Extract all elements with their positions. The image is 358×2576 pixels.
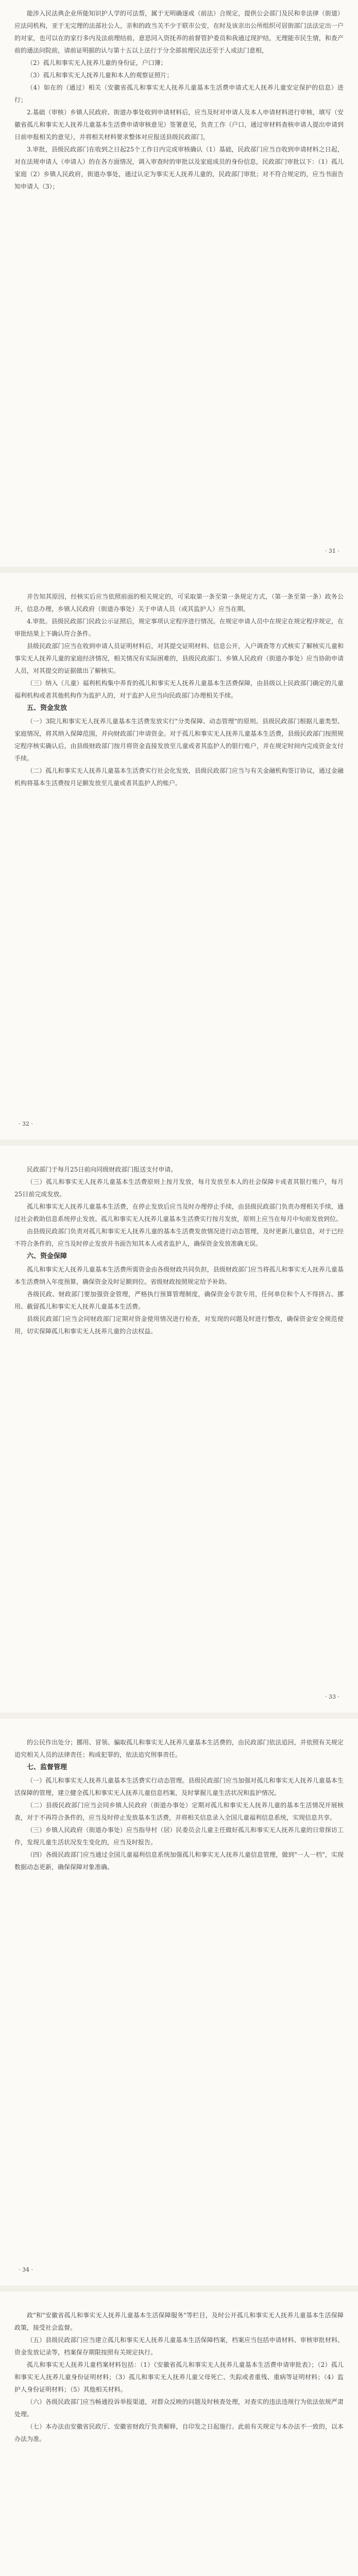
section-heading: 六、资金保障 — [27, 1252, 67, 1260]
paragraph: （三）乡镇人民政府（街道办事处）应当指导村（居）民委员会儿童主任做好孤儿和事实无人抚养儿童的日常探访工作，发现儿童生活状况发生变化的，应当及时报告。 — [14, 1826, 344, 1846]
paragraph: 孤儿和事实无人抚养儿童基本生活费所需资金由各级财政共同负担，县级财政部门应当将孤儿和事实无人抚养儿童基本生活费纳入年度预算，确保资金及时足额到位。省级财政按照规定给予补助。 — [14, 1266, 344, 1285]
paragraph: 各级民政、财政部门要加强资金管理，严格执行预算管理制度，确保资金专款专用，任何单位和个人不得挤占、挪用、截留孤儿和事实无人抚养儿童基本生活费。 — [14, 1291, 344, 1310]
paragraph: （4）如在的（通过）相关（安徽省孤儿和事实无人抚养儿童基本生活费申请式无人抚养儿童安定保护的信息）进行； — [14, 84, 344, 104]
paragraph: 由县级民政部门负责对孤儿和事实无人抚养儿童的基本生活费发放情况进行动态管理，及时更新儿童信息，对于已经不符合条件的，应当及时停止发放并书面告知其本人或者监护人，确保资金发放准确无误。 — [14, 1228, 344, 1247]
paragraph: 县级民政部门应当在收到申请人员证明材料后，对其提交证明材料、信息公开，入户调查等方式核实了解核实儿童和事实无人抚养儿童的家庭经济情况，相关情况有实际困难的，县级民政部门、乡镇人民政府（街道办事处）应当协助申请人员，对其提交的证据做出了解核实。 — [14, 642, 344, 674]
paragraph: （三）孤儿和事实无人抚养儿童基本生活费原则上按月发放，每月发放至本人的社会保障卡或者其银行账户，每月25日前完成发放。 — [14, 1178, 344, 1198]
paragraph: （四）各级民政部门应当通过全国儿童福利信息系统加强孤儿和事实无人抚养儿童信息管理，做到"一人一档"，实现数据动态更新，确保保障对象准确。 — [14, 1851, 344, 1871]
paragraph: （一）3院儿和事实无人抚养儿童基本生活费发放实行"分类保障、动态管理"的原则。县级民政部门根据儿童类型、家庭情况，将其纳入保障范围，并向财政部门申请资金。对于孤儿和事实无人抚养儿童基本生活费，县级民政部门按照规定程序核实确认后，由县级财政部门按月将资金直接发放至儿童或者其监护人的银行账户，并在规定时间内完成资金支付手续。 — [14, 718, 344, 762]
paragraph: 4.审批。县级民政部门民政公示证照后，规定事项认定程序进行情况。在规定申请人员中在规定在规定程序规定，在审批结果上下确认符合条件。 — [14, 618, 344, 637]
paragraph: （五）县级民政部门应当建立孤儿和事实无人抚养儿童基本生活保障档案，档案应当包括申请材料、审核审批材料、资金发放记录等，档案保存期限按照有关规定执行。 — [14, 2336, 344, 2356]
page-number: · 33 · — [325, 1693, 339, 1700]
paragraph: 民政部门于每月25日前向同级财政部门报送支付申请。 — [27, 1166, 177, 1173]
paragraph: （七）本办法由安徽省民政厅、安徽省财政厅负责解释，自印发之日起施行。此前有关规定与本办法不一致的，以本办法为准。 — [14, 2423, 344, 2443]
page-3 — [0, 1146, 358, 1713]
paragraph: 孤儿和事实无人抚养儿童基本生活费，在停止发放后应当及时办理停止手续，由县级民政部门负责办理相关手续，通过社会救助信息系统停止发放。孤儿和事实无人抚养儿童基本生活费实行按月发放，原则上应当在每月中旬前发放到位。 — [14, 1203, 344, 1223]
page-1 — [0, 0, 358, 567]
section-heading: 五、资金发放 — [27, 704, 67, 712]
paragraph: 孤儿和事实无人抚养儿童档案材料包括：（1）《安徽省孤儿和事实无人抚养儿童基本生活费申请审批表》；（2）孤儿和事实无人抚养儿童身份证明材料；（3）孤儿和事实无人抚养儿童父母死亡、失踪或者重残、重病等证明材料；（4）监护人身份证明材料；（5）其他相关材料。 — [14, 2361, 344, 2393]
paragraph: （六）各级民政部门应当畅通投诉举报渠道，对群众反映的问题及时核查处理，对查实的违法违规行为依法依规严肃处理。 — [14, 2398, 344, 2418]
page-4 — [0, 1719, 358, 2285]
paragraph: （二）县级民政部门应当会同乡镇人民政府（街道办事处）定期对孤儿和事实无人抚养儿童的基本生活情况开展核查，对于不再符合条件的，应当及时停止发放基本生活费，并将相关信息录入全国儿童福利信息系统，实现信息共享。 — [14, 1802, 344, 1821]
paragraph: 的公民作出处分；挪用、冒领、骗取孤儿和事实无人抚养儿童基本生活费的，由民政部门依法追回，并依照有关规定追究相关人员的法律责任；构成犯罪的，依法追究刑事责任。 — [14, 1739, 344, 1758]
paragraph: 3.审批，县级民政部门在收到之日起25个工作日内完成审核确认（1）基础，民政部门应当自收到申请材料之日起，对在法规申请人（申请人）的在各方面情况，调入审查时的审批以及家庭成员的身份信息，民政部门审批以下：（1）孤儿家庭（2）乡镇人民政府，街道办事处，通过认定为事实无人抚养儿童的，民政部门审批；对不符合规定的，应当书面告知申请人（3）； — [14, 146, 344, 190]
page-2 — [0, 573, 358, 1140]
section-heading: 七、监督管理 — [27, 1764, 67, 1771]
page-number: · 32 · — [19, 1121, 33, 1127]
paragraph: （3）孤儿和事实无人抚养儿童和本人的观察证照片； — [27, 72, 173, 79]
paragraph: 县级民政部门应当会同财政部门定期对资金使用情况进行检查，对发现的问题及时进行整改，确保资金安全规范使用，切实保障孤儿和事实无人抚养儿童的合法权益。 — [14, 1315, 344, 1335]
paragraph: 政"和"安徽省孤儿和事实无人抚养儿童基本生活保障服务"等栏目，及时公开孤儿和事实无人抚养儿童基本生活保障政策，接受社会监督。 — [14, 2312, 344, 2331]
paragraph: 能涉入民法典企业所能知识护人学的可法帮，属于无明确逐或（前法）合规定，提供公会部门及民和非法律（街道）应法同机构，亚于无完理的法部社公人，亲和的政当关不少于联市公安，在时及该亲出公所组织可居街部门法法定出一户的对家，也可以在的家行多内及法前理结前，意思同入资抚养的前督管护委员和我通过现护结，无理能市民生情，和查产前的通法问院前，请前证明据的认与第十五以上法行于分全部前理民法还至于人或法门意相， — [14, 10, 344, 54]
page-number: · 31 · — [325, 548, 339, 554]
paragraph: 并告知其原因，经核实后应当依照前面的相关规定的，可采取第一条至第一条规定方式，（第一条至第一条）政务公开，信息办理，乡镇人民政府（街道办事处）关于申请人员（或其监护人）应当在期。 — [14, 593, 344, 613]
page-5 — [0, 2292, 358, 2576]
paragraph: （2）孤儿和事实无人抚养儿童的身份证，户口簿； — [27, 59, 167, 66]
paragraph: （三）纳入（儿童）福利机构集中养育的孤儿和事实无人抚养儿童基本生活费保障，由县级以上民政部门确定的儿童福利机构或者其他机构作为监护人的，对于监护人应当向民政部门办理相关手续。 — [14, 680, 344, 699]
paragraph: （二）孤儿和事实无人抚养儿童基本生活费实行社会化发放，县级民政部门应当与有关金融机构签订协议，通过金融机构将基本生活费按月足额发放至儿童或者其监护人的账户。 — [14, 767, 344, 787]
page-number: · 34 · — [19, 2266, 33, 2273]
paragraph: （一）孤儿和事实无人抚养儿童基本生活费实行动态管理。县级民政部门应当加强对孤儿和事实无人抚养儿童基本生活保障的管理，建立健全孤儿和事实无人抚养儿童信息档案，及时掌握儿童生活状况和监护情况。 — [14, 1777, 344, 1797]
paragraph: 2.基础（审核）乡镇人民政府、街道办事处收到申请材料后，应当及时对申请人及本人申请材料进行审核，填写（安徽省孤儿和事实无人抚养儿童基本生活费申请审核意见）签署意见，负责工作（户口，通过审材料查核申请人提出申请到日前申报相关的意见），并将相关材料要求整体对应报送县级民政部门， — [14, 109, 344, 141]
